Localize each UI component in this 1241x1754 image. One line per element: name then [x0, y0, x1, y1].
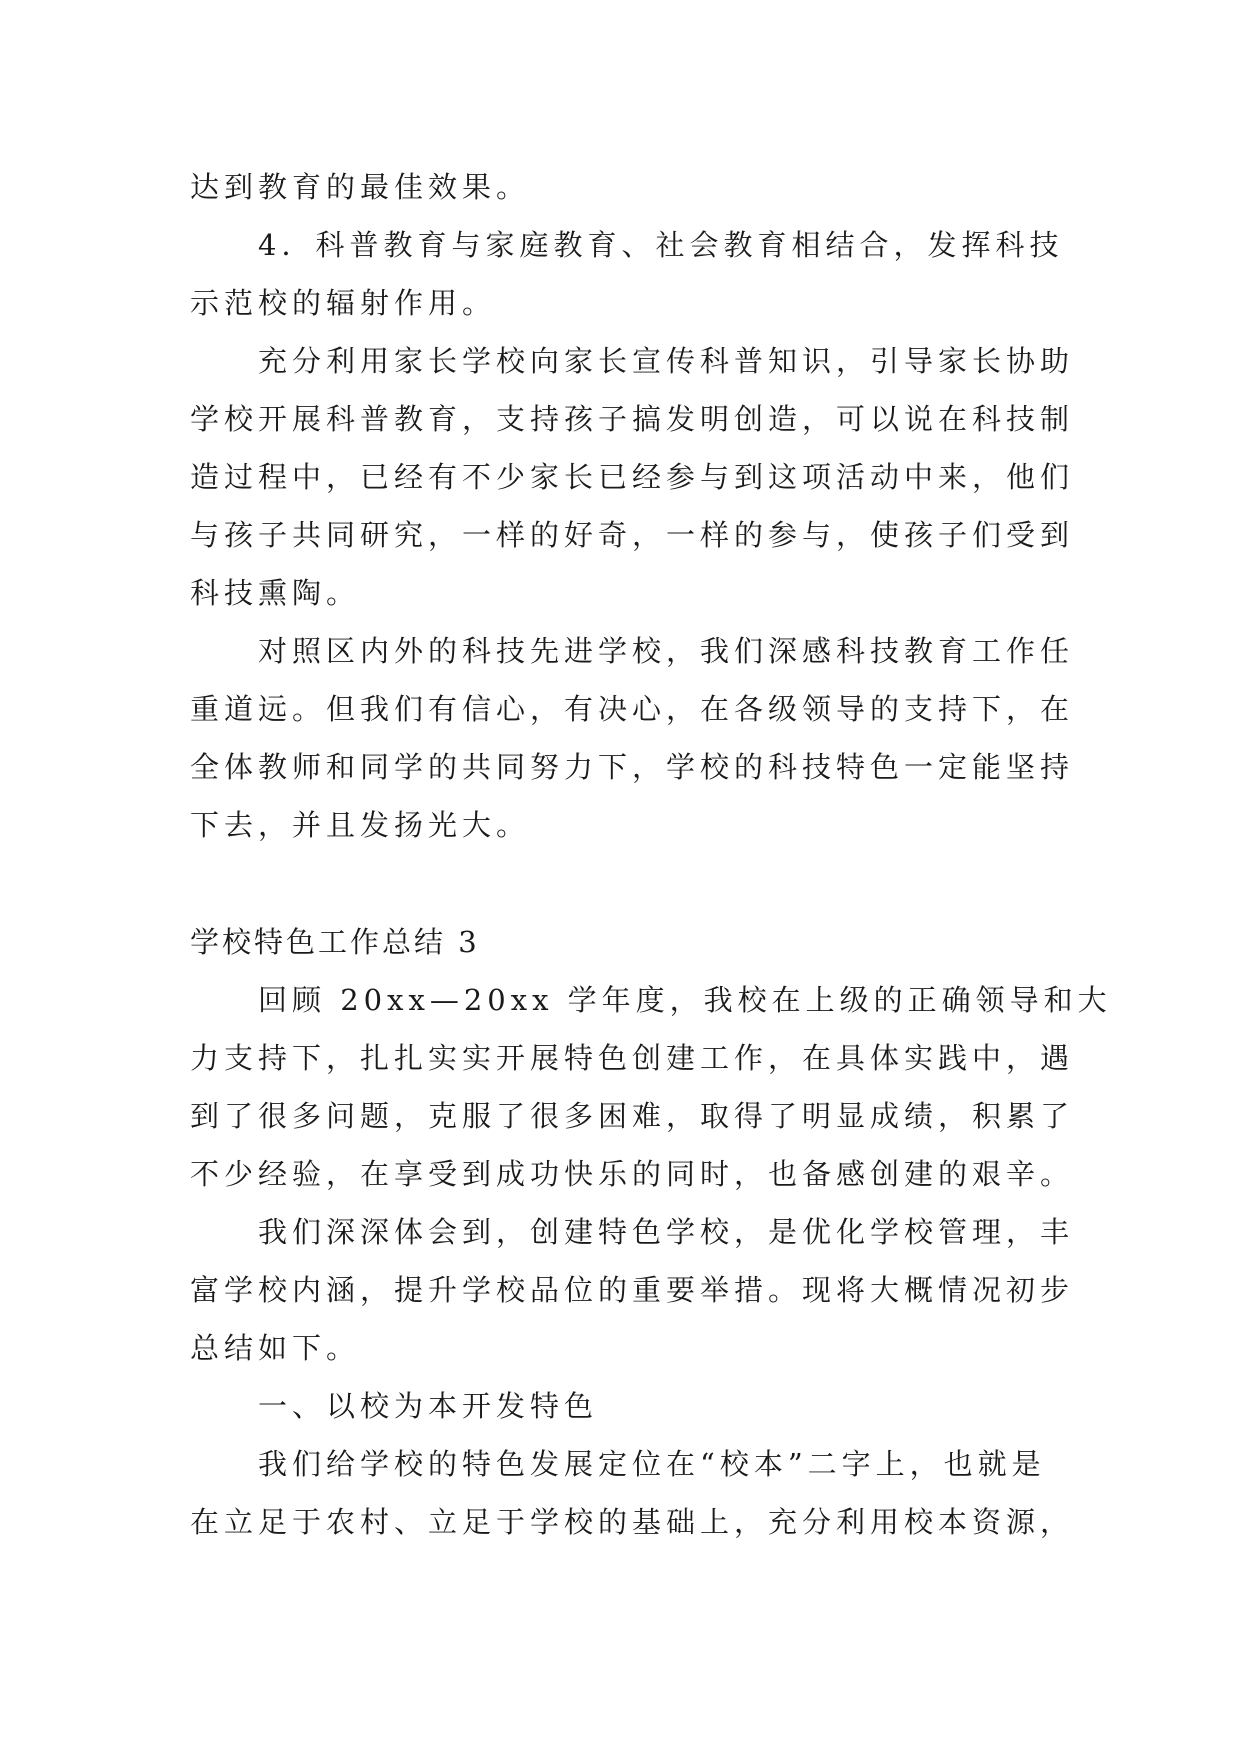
- paragraph-line: 造过程中，已经有不少家长已经参与到这项活动中来，他们: [190, 460, 1075, 494]
- section-title: 学校特色工作总结 3: [190, 925, 480, 959]
- paragraph-line: 下去，并且发扬光大。: [190, 808, 531, 842]
- paragraph-line: 4．科普教育与家庭教育、社会教育相结合，发挥科技: [258, 228, 1064, 262]
- paragraph-line: 与孩子共同研究，一样的好奇，一样的参与，使孩子们受到: [190, 518, 1075, 552]
- paragraph-line: 达到教育的最佳效果。: [190, 170, 531, 204]
- paragraph-line: 全体教师和同学的共同努力下，学校的科技特色一定能坚持: [190, 750, 1075, 784]
- paragraph-line: 学校开展科普教育，支持孩子搞发明创造，可以说在科技制: [190, 402, 1075, 436]
- paragraph-line: 不少经验，在享受到成功快乐的同时，也备感创建的艰辛。: [190, 1157, 1075, 1191]
- paragraph-line: 总结如下。: [190, 1331, 361, 1365]
- paragraph-line: 示范校的辐射作用。: [190, 286, 497, 320]
- paragraph-line: 在立足于农村、立足于学校的基础上，充分利用校本资源，: [190, 1505, 1075, 1539]
- paragraph-line: 到了很多问题，克服了很多困难，取得了明显成绩，积累了: [190, 1099, 1075, 1133]
- paragraph-line: 充分利用家长学校向家长宣传科普知识，引导家长协助: [258, 344, 1075, 378]
- section-gap: [190, 854, 1065, 913]
- paragraph-line: 力支持下，扎扎实实开展特色创建工作，在具体实践中，遇: [190, 1041, 1075, 1075]
- paragraph-line: 我们深深体会到，创建特色学校，是优化学校管理，丰: [258, 1215, 1075, 1249]
- subsection-heading: 一、以校为本开发特色: [258, 1389, 599, 1423]
- paragraph-line: 重道远。但我们有信心，有决心，在各级领导的支持下，在: [190, 692, 1075, 726]
- paragraph-line: 科技熏陶。: [190, 576, 361, 610]
- paragraph-line: 回顾 20xx—20xx 学年度，我校在上级的正确领导和大: [258, 983, 1112, 1017]
- document-page: [190, 158, 1112, 1551]
- paragraph-line: 我们给学校的特色发展定位在“校本”二字上，也就是: [258, 1447, 1046, 1481]
- paragraph-line: 富学校内涵，提升学校品位的重要举措。现将大概情况初步: [190, 1273, 1075, 1307]
- paragraph-line: 对照区内外的科技先进学校，我们深感科技教育工作任: [258, 634, 1075, 668]
